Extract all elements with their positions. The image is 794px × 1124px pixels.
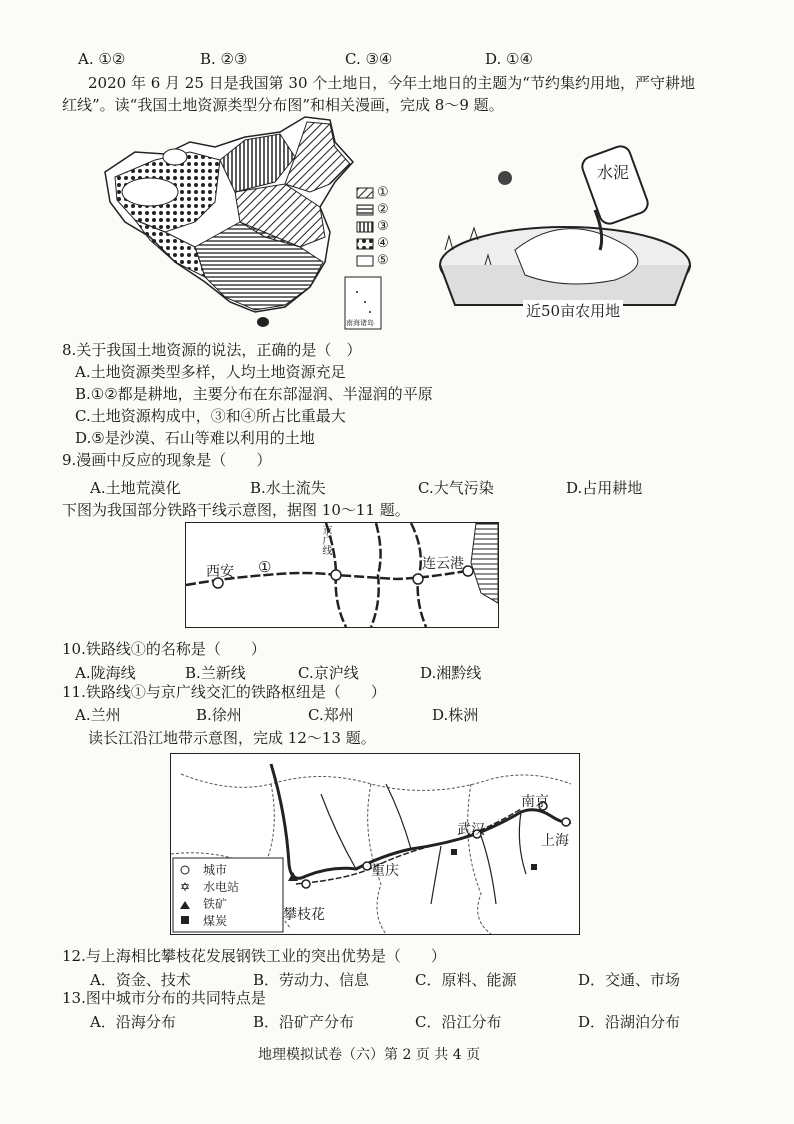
legend-2: ② — [377, 202, 389, 217]
cement-label: 水泥 — [597, 163, 630, 182]
q11-option-a[interactable]: A.兰州 — [75, 706, 121, 724]
city-panzhihua: 攀枝花 — [283, 907, 325, 923]
q12-option-a[interactable]: A．资金、技术 — [90, 971, 191, 989]
legend-4: ④ — [377, 236, 389, 251]
q7-option-c[interactable]: C. ③④ — [345, 50, 393, 68]
legend-coal: 煤炭 — [203, 914, 228, 928]
legend-1: ① — [377, 185, 389, 200]
inset-label: 南海诸岛 — [346, 319, 374, 327]
q11-option-d[interactable]: D.株洲 — [432, 706, 479, 724]
legend-5: ⑤ — [377, 253, 389, 268]
q13-option-a[interactable]: A．沿海分布 — [90, 1013, 176, 1031]
q8-option-b[interactable]: B.①②都是耕地，主要分布在东部湿润、半湿润的平原 — [75, 385, 433, 403]
land-resource-map — [95, 112, 395, 334]
intro-8-9-line1: 2020 年 6 月 25 日是我国第 30 个土地日，今年土地日的主题为“节约集约用地，严守耕地 — [88, 74, 695, 92]
q7-option-b[interactable]: B. ②③ — [200, 50, 248, 68]
q13-option-d[interactable]: D．沿湖泊分布 — [578, 1013, 681, 1031]
q7-option-d[interactable]: D. ①④ — [485, 50, 533, 68]
q12-option-d[interactable]: D．交通、市场 — [578, 971, 681, 989]
q10-option-d[interactable]: D.湘黔线 — [420, 664, 482, 682]
legend-3: ③ — [377, 219, 389, 234]
label-line-1: ① — [258, 558, 272, 576]
q9-option-b[interactable]: B.水土流失 — [250, 479, 326, 497]
q13-option-b[interactable]: B．沿矿产分布 — [253, 1013, 355, 1031]
page-footer: 地理模拟试卷（六）第 2 页 共 4 页 — [258, 1047, 481, 1063]
q13-stem: 13.图中城市分布的共同特点是 — [62, 989, 266, 1007]
city-chongqing: 重庆 — [371, 863, 399, 879]
intro-8-9-line2: 红线”。读“我国土地资源类型分布图”和相关漫画，完成 8～9 题。 — [62, 96, 504, 114]
cartoon — [425, 140, 700, 335]
intro-12-13: 读长江沿江地带示意图，完成 12～13 题。 — [88, 729, 376, 747]
q9-stem: 9.漫画中反应的现象是（ ） — [62, 451, 272, 469]
rail-map — [185, 522, 499, 628]
q9-option-d[interactable]: D.占用耕地 — [566, 479, 643, 497]
q12-option-c[interactable]: C．原料、能源 — [415, 971, 517, 989]
q12-stem: 12.与上海相比攀枝花发展钢铁工业的突出优势是（ ） — [62, 947, 446, 965]
q10-stem: 10.铁路线①的名称是（ ） — [62, 640, 266, 658]
q11-option-c[interactable]: C.郑州 — [308, 706, 354, 724]
label-jingguang: 京广线 — [320, 525, 331, 555]
q12-option-b[interactable]: B．劳动力、信息 — [253, 971, 370, 989]
q7-option-a[interactable]: A. ①② — [78, 50, 126, 68]
legend-hydro: 水电站 — [203, 880, 240, 894]
legend-iron: 铁矿 — [203, 897, 228, 911]
yangtze-map — [170, 753, 580, 935]
svg-text:✡: ✡ — [180, 880, 191, 894]
q8-option-c[interactable]: C.土地资源构成中，③和④所占比重最大 — [75, 407, 346, 425]
label-xian: 西安 — [206, 564, 234, 580]
q10-option-b[interactable]: B.兰新线 — [185, 664, 246, 682]
intro-10-11: 下图为我国部分铁路干线示意图，据图 10～11 题。 — [62, 501, 410, 519]
plate-label: 近50亩农用地 — [523, 300, 623, 321]
city-shanghai: 上海 — [541, 833, 569, 849]
q9-option-c[interactable]: C.大气污染 — [418, 479, 494, 497]
q8-option-a[interactable]: A.土地资源类型多样，人均土地资源充足 — [75, 363, 346, 381]
q8-option-d[interactable]: D.⑤是沙漠、石山等难以利用的土地 — [75, 429, 315, 447]
q11-option-b[interactable]: B.徐州 — [196, 706, 242, 724]
q9-option-a[interactable]: A.土地荒漠化 — [90, 479, 181, 497]
q10-option-a[interactable]: A.陇海线 — [75, 664, 136, 682]
q8-stem: 8.关于我国土地资源的说法，正确的是（ ） — [62, 341, 362, 359]
city-wuhan: 武汉 — [457, 822, 485, 838]
label-lianyungang: 连云港 — [422, 556, 464, 572]
q13-option-c[interactable]: C．沿江分布 — [415, 1013, 502, 1031]
q11-stem: 11.铁路线①与京广线交汇的铁路枢纽是（ ） — [62, 683, 386, 701]
q10-option-c[interactable]: C.京沪线 — [298, 664, 359, 682]
city-nanjing: 南京 — [521, 794, 549, 810]
legend-city: 城市 — [203, 863, 228, 877]
